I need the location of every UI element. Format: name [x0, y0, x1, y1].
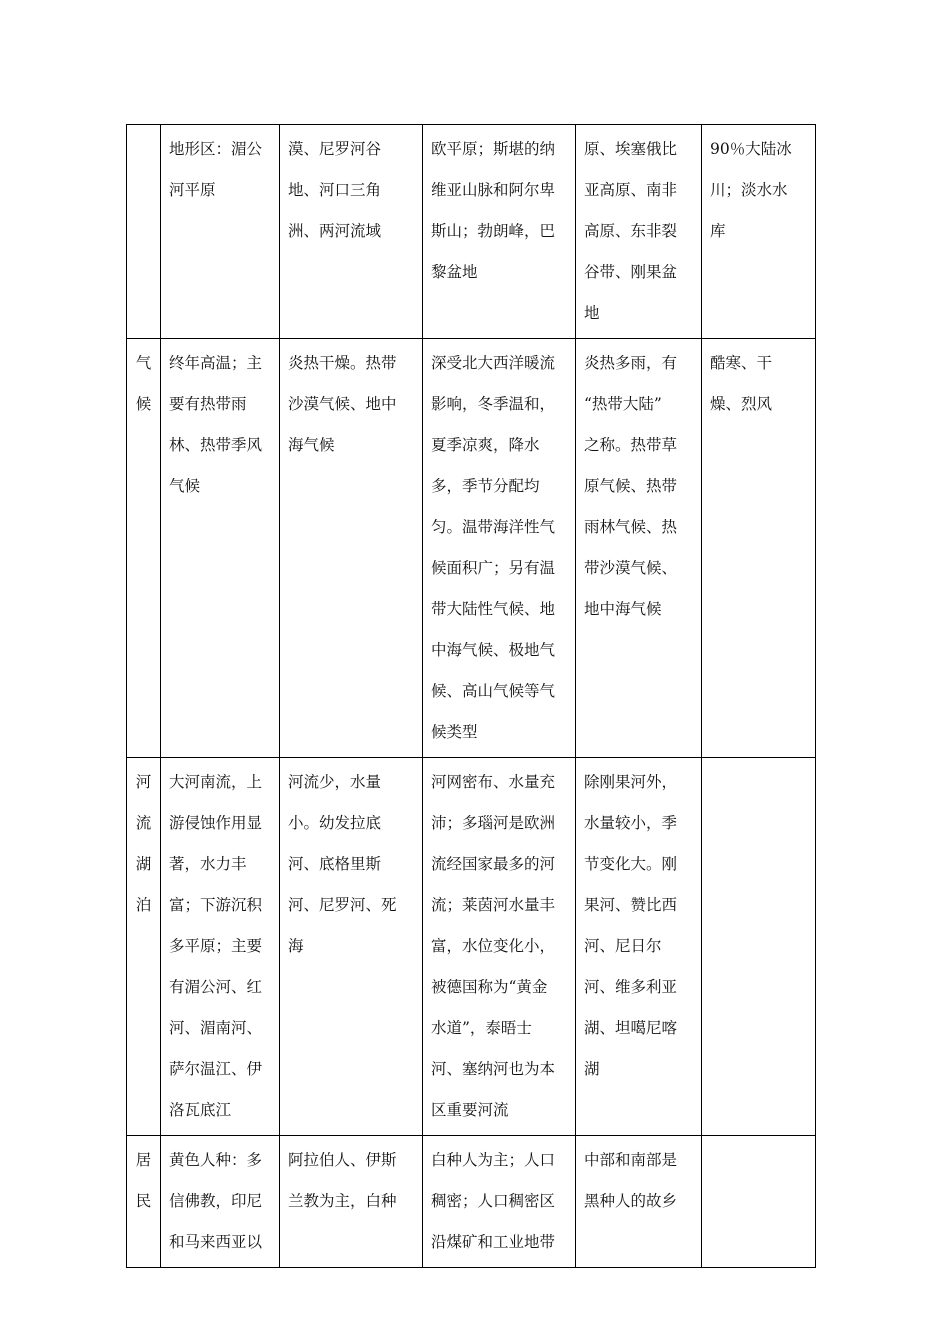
row-label-residents: 居 民: [127, 1136, 161, 1268]
cell-europe: 河网密布、水量充 沛；多瑙河是欧洲 流经国家最多的河 流；莱茵河水量丰 富，水位变化小， 被德国称为“黄金 水道”，泰晤士 河、塞纳河也为本 区重要河流: [423, 758, 576, 1136]
cell-antarctica: [702, 758, 816, 1136]
cell-middle-east: 河流少，水量 小。幼发拉底 河、底格里斯 河、尼罗河、死 海: [280, 758, 423, 1136]
table-row-rivers-lakes: [127, 758, 816, 1136]
cell-southeast-asia: 黄色人种：多 信佛教，印尼 和马来西亚以: [161, 1136, 280, 1268]
cell-europe: 深受北大西洋暖流 影响，冬季温和， 夏季凉爽，降水 多，季节分配均 匀。温带海洋性气 候面积广；另有温 带大陆性气候、地 中海气候、极地气 候、高山气候等气 候类型: [423, 339, 576, 758]
cell-africa: 除刚果河外， 水量较小，季 节变化大。刚 果河、赞比西 河、尼日尔 河、维多利亚 湖、坦噶尼喀 湖: [576, 758, 702, 1136]
geography-comparison-table: [126, 124, 816, 1268]
row-label-rivers-lakes: 河 流 湖 泊: [127, 758, 161, 1136]
cell-europe: 欧平原；斯堪的纳 维亚山脉和阿尔卑 斯山；勃朗峰，巴 黎盆地: [423, 125, 576, 339]
cell-middle-east: 漠、尼罗河谷 地、河口三角 洲、两河流域: [280, 125, 423, 339]
cell-middle-east: 炎热干燥。热带 沙漠气候、地中 海气候: [280, 339, 423, 758]
cell-africa: 原、埃塞俄比 亚高原、南非 高原、东非裂 谷带、刚果盆 地: [576, 125, 702, 339]
table-row-residents: [127, 1136, 816, 1268]
cell-antarctica: [702, 1136, 816, 1268]
cell-europe: 白种人为主；人口 稠密；人口稠密区 沿煤矿和工业地带: [423, 1136, 576, 1268]
table-row-terrain: [127, 125, 816, 339]
table-row-climate: [127, 339, 816, 758]
cell-southeast-asia: 地形区：湄公 河平原: [161, 125, 280, 339]
row-label-climate: 气 候: [127, 339, 161, 758]
cell-middle-east: 阿拉伯人、伊斯 兰教为主，白种: [280, 1136, 423, 1268]
cell-southeast-asia: 终年高温；主 要有热带雨 林、热带季风 气候: [161, 339, 280, 758]
cell-southeast-asia: 大河南流，上 游侵蚀作用显 著，水力丰 富；下游沉积 多平原；主要 有湄公河、红 河、湄南河、 萨尔温江、伊 洛瓦底江: [161, 758, 280, 1136]
cell-antarctica: 90％大陆冰 川；淡水水 库: [702, 125, 816, 339]
cell-africa: 炎热多雨，有 “热带大陆” 之称。热带草 原气候、热带 雨林气候、热 带沙漠气候、 地中海气候: [576, 339, 702, 758]
cell-antarctica: 酷寒、干 燥、烈风: [702, 339, 816, 758]
row-label: [127, 125, 161, 339]
cell-africa: 中部和南部是 黑种人的故乡: [576, 1136, 702, 1268]
